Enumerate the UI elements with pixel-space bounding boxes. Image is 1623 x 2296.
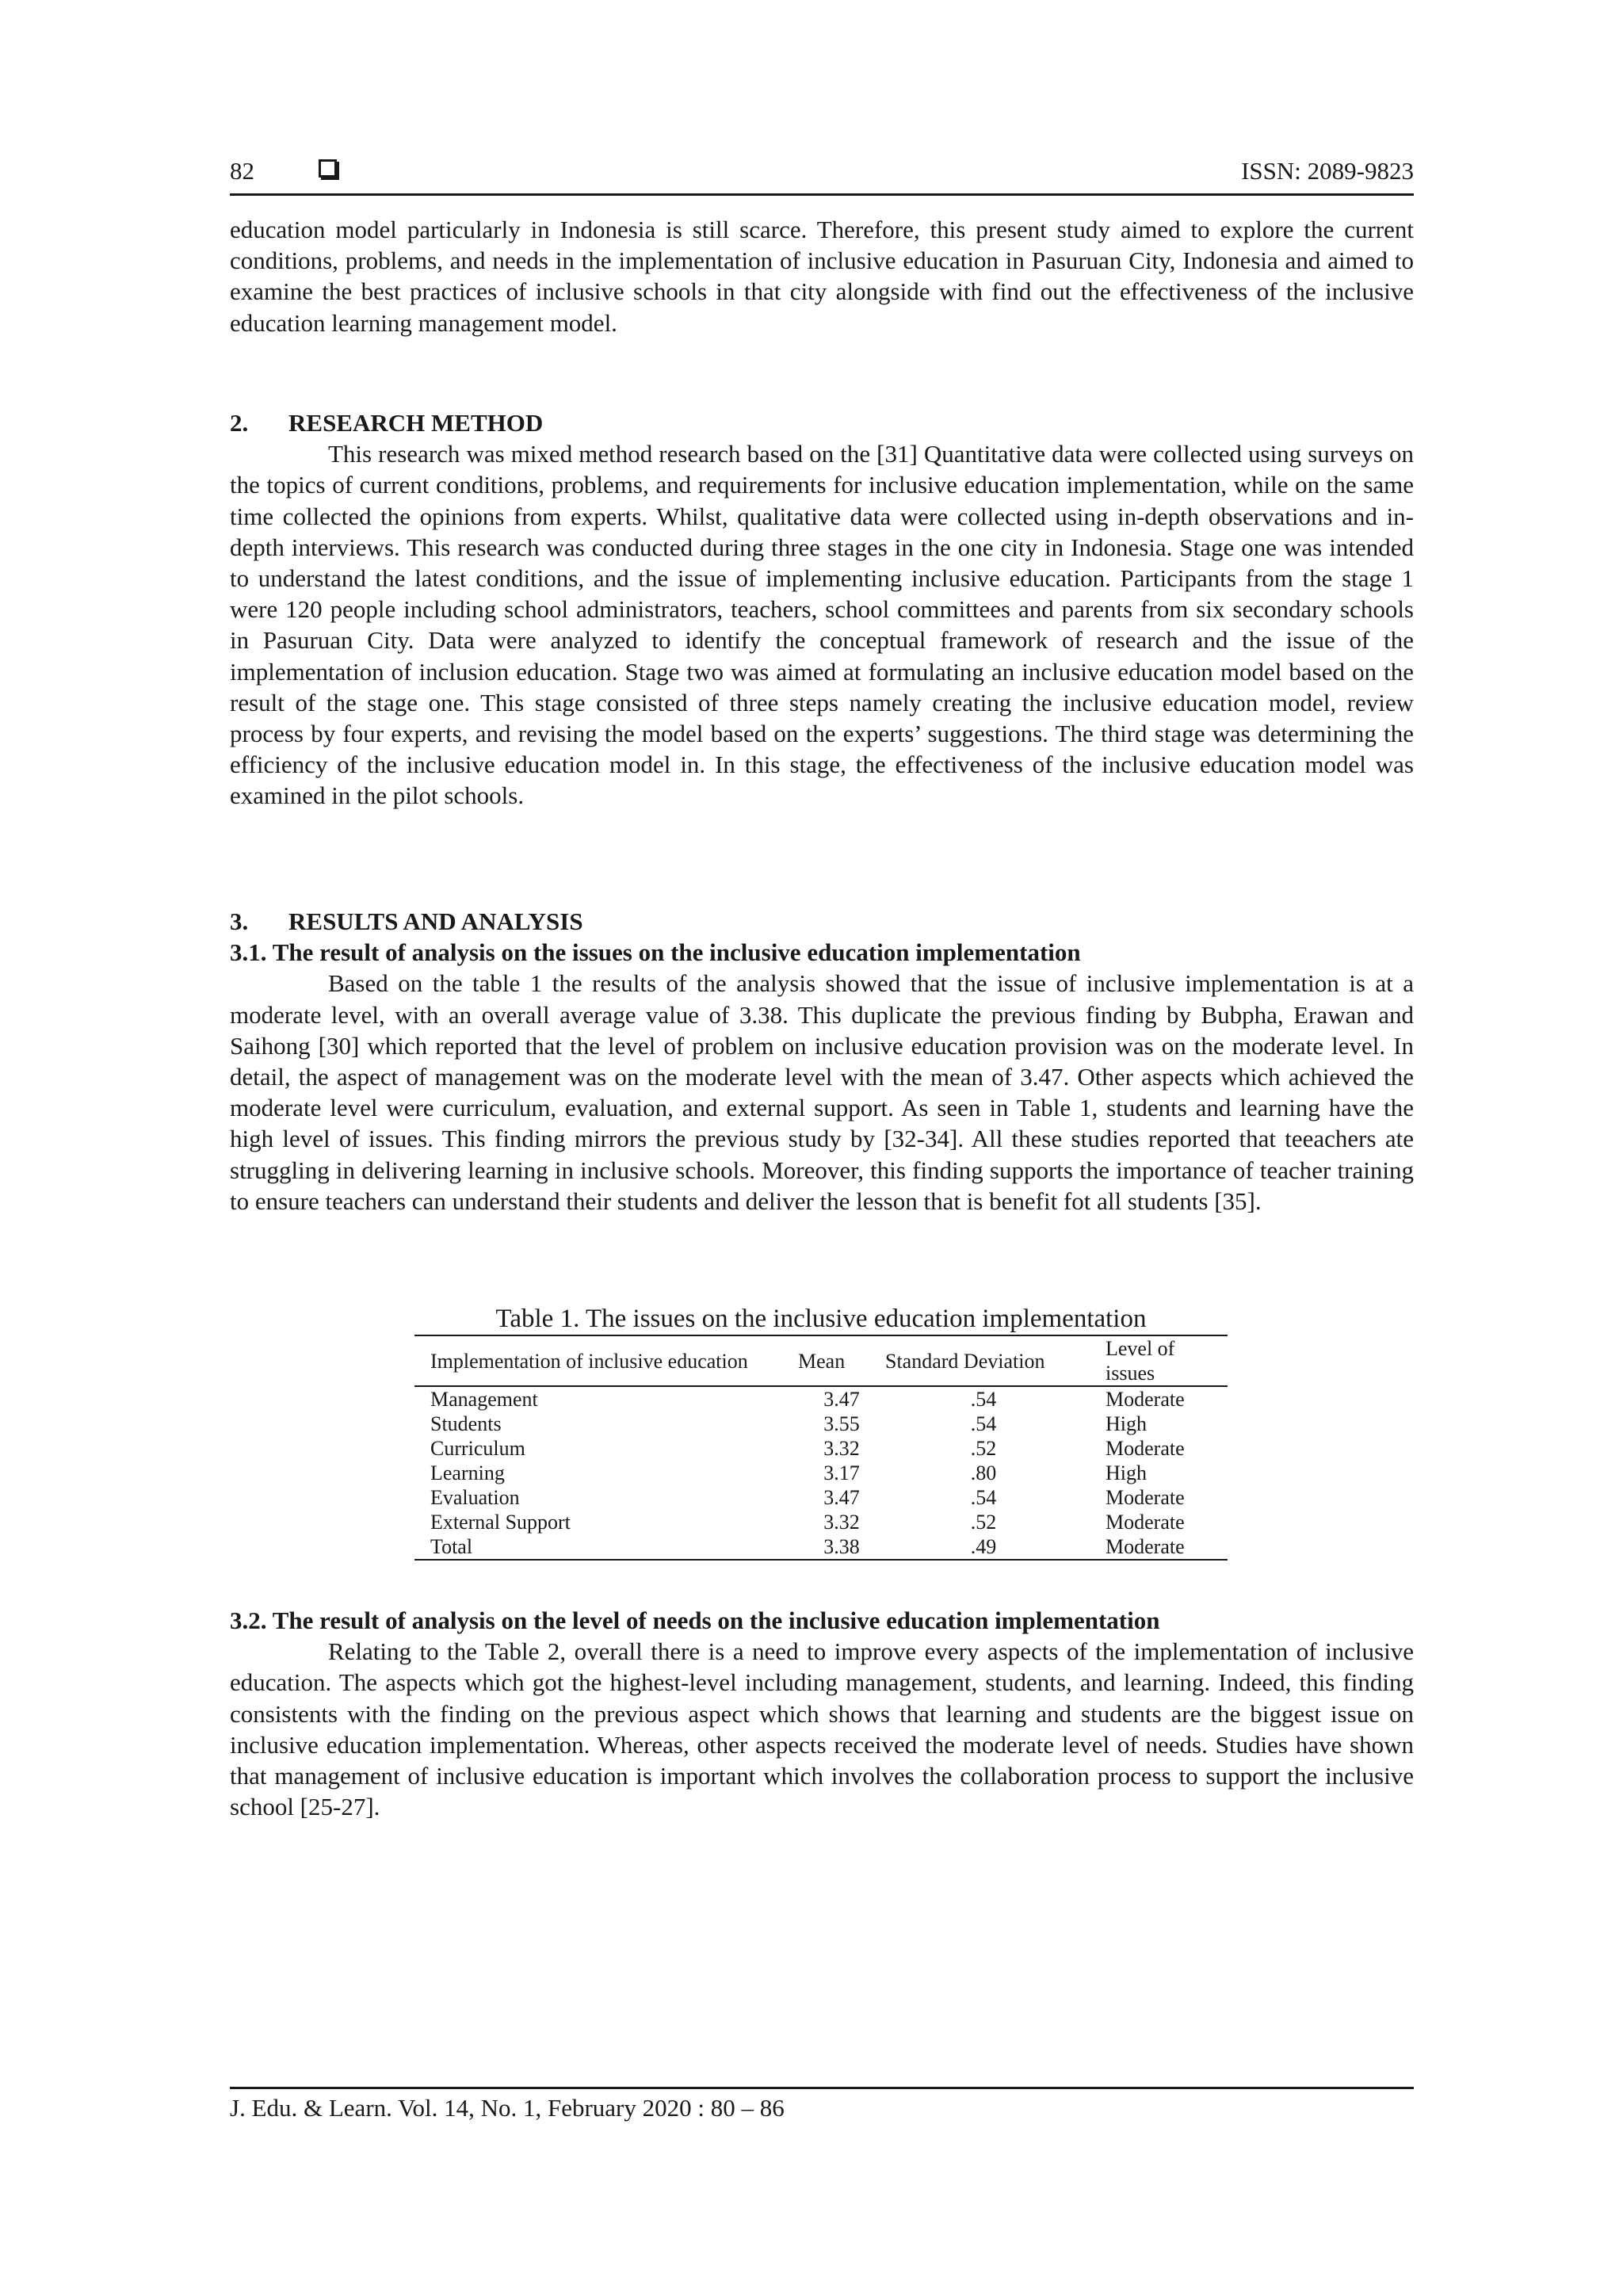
- table-cell: Total: [430, 1535, 473, 1558]
- section-title: RESEARCH METHOD: [288, 409, 544, 437]
- method-paragraph: This research was mixed method research based on the [31] Quantitative data were collected using surveys on the topics of current conditions, problems, and requirements for inclusive education implementation, while on the same time collected the opinions from experts. Whilst, qualitative data were collected using in-depth observations and in-depth interviews. This research was conducted during three stages in the one city in Indonesia. Stage one was intended to understand the latest conditions, and the issue of implementing inclusive education. Participants from the stage 1 were 120 people including school administrators, teachers, school committees and parents from six secondary schools in Pasuruan City. Data were analyzed to identify the conceptual framework of research and the issue of the implementation of inclusion education. Stage two was aimed at formulating an inclusive education model based on the result of the stage one. This stage consisted of three steps namely creating the inclusive education model, review process by four experts, and revising the model based on the experts’ suggestions. The third stage was determining the efficiency of the inclusive education model in. In this stage, the effectiveness of the inclusive education model was examined in the pilot schools.: [230, 440, 1414, 810]
- needs-paragraph: Relating to the Table 2, overall there is a need to improve every aspects of the implementation of inclusive education. The aspects which got the highest-level including management, students, and learning. Indeed, this finding consistents with the finding on the previous aspect which shows that learning and students are the biggest issue on inclusive education implementation. Whereas, other aspects received the moderate level of needs. Studies have shown that management of inclusive education is important which involves the collaboration process to support the inclusive school [25-27].: [230, 1637, 1414, 1821]
- subsection-heading: 3.1. The result of analysis on the issues on the inclusive education implementation: [230, 938, 1081, 967]
- column-header: Level of issues: [1082, 1335, 1228, 1386]
- section-heading: [230, 906, 1414, 937]
- journal-citation: J. Edu. & Learn. Vol. 14, No. 1, February 2020 : 80 – 86: [230, 2094, 785, 2122]
- table-cell: Curriculum: [430, 1437, 525, 1460]
- section-number: 2.: [230, 409, 249, 437]
- table-cell: Students: [430, 1412, 502, 1435]
- table-row: [414, 1510, 1228, 1534]
- column-header: Mean: [798, 1335, 885, 1386]
- table-cell: 3.47: [823, 1388, 860, 1411]
- table-cell: .52: [970, 1437, 997, 1460]
- table-cell: .54: [970, 1412, 997, 1435]
- section-number: 3.: [230, 907, 249, 935]
- section-research-method: [230, 407, 1414, 812]
- journal-issn: ISSN: 2089-9823: [1241, 157, 1414, 185]
- table-cell: Learning: [430, 1461, 505, 1484]
- table-cell: Moderate: [1106, 1437, 1185, 1460]
- table-cell: .49: [970, 1535, 997, 1558]
- table-cell: 3.38: [823, 1535, 860, 1558]
- table-cell: High: [1106, 1461, 1147, 1484]
- table-cell: .54: [970, 1388, 997, 1411]
- table-row: [414, 1534, 1228, 1560]
- table-1: [414, 1303, 1228, 1561]
- table-cell: Moderate: [1106, 1535, 1185, 1558]
- table-cell: .52: [970, 1511, 997, 1534]
- table-cell: Management: [430, 1388, 538, 1411]
- table-cell: .80: [970, 1461, 997, 1484]
- page-number: 82: [230, 157, 254, 185]
- column-header: Implementation of inclusive education: [414, 1335, 798, 1386]
- intro-block: [230, 214, 1414, 338]
- section-title: RESULTS AND ANALYSIS: [288, 907, 583, 935]
- table-row: [414, 1461, 1228, 1485]
- section-results: [230, 906, 1414, 1217]
- table-row: [414, 1412, 1228, 1436]
- subsection-needs: [230, 1605, 1414, 1822]
- intro-paragraph: education model particularly in Indonesia is still scarce. Therefore, this present study aimed to explore the current conditions, problems, and needs in the implementation of inclusive education in Pasuruan City, Indonesia and aimed to examine the best practices of inclusive schools in that city alongside with find out the effectiveness of the inclusive education learning management model.: [230, 216, 1414, 337]
- page-header: [230, 155, 1414, 196]
- table-row: [414, 1386, 1228, 1412]
- table-cell: Evaluation: [430, 1486, 520, 1509]
- page-footer: [230, 2087, 1414, 2124]
- table-cell: Moderate: [1106, 1388, 1185, 1411]
- table-cell: External Support: [430, 1511, 571, 1534]
- table-header-row: [414, 1335, 1228, 1386]
- section-heading: [230, 407, 1414, 438]
- table-cell: 3.47: [823, 1486, 860, 1509]
- table-cell: 3.32: [823, 1511, 860, 1534]
- table-cell: Moderate: [1106, 1486, 1185, 1509]
- results-paragraph: Based on the table 1 the results of the analysis showed that the issue of inclusive implementation is at a moderate level, with an overall average value of 3.38. This duplicate the previous finding by Bubpha, Erawan and Saihong [30] which reported that the level of problem on inclusive education provision was on the moderate level. In detail, the aspect of management was on the moderate level with the mean of 3.47. Other aspects which achieved the moderate level were curriculum, evaluation, and external support. As seen in Table 1, students and learning have the high level of issues. This finding mirrors the previous study by [32-34]. All these studies reported that teeachers ate struggling in delivering learning in inclusive schools. Moreover, this finding supports the importance of teacher training to ensure teachers can understand their students and deliver the lesson that is benefit fot all students [35].: [230, 969, 1414, 1215]
- table-cell: 3.55: [823, 1412, 860, 1435]
- table-caption: Table 1. The issues on the inclusive education implementation: [495, 1305, 1147, 1333]
- table-cell: 3.17: [823, 1461, 860, 1484]
- table-cell: 3.32: [823, 1437, 860, 1460]
- table-cell: .54: [970, 1486, 997, 1509]
- table-cell: High: [1106, 1412, 1147, 1435]
- subsection-heading: 3.2. The result of analysis on the level of needs on the inclusive education implementation: [230, 1606, 1160, 1634]
- checkbox-square-icon: [319, 159, 337, 178]
- table-row: [414, 1436, 1228, 1461]
- table-cell: Moderate: [1106, 1511, 1185, 1534]
- column-header: Standard Deviation: [885, 1335, 1082, 1386]
- table-row: [414, 1485, 1228, 1510]
- issues-table: [414, 1335, 1228, 1561]
